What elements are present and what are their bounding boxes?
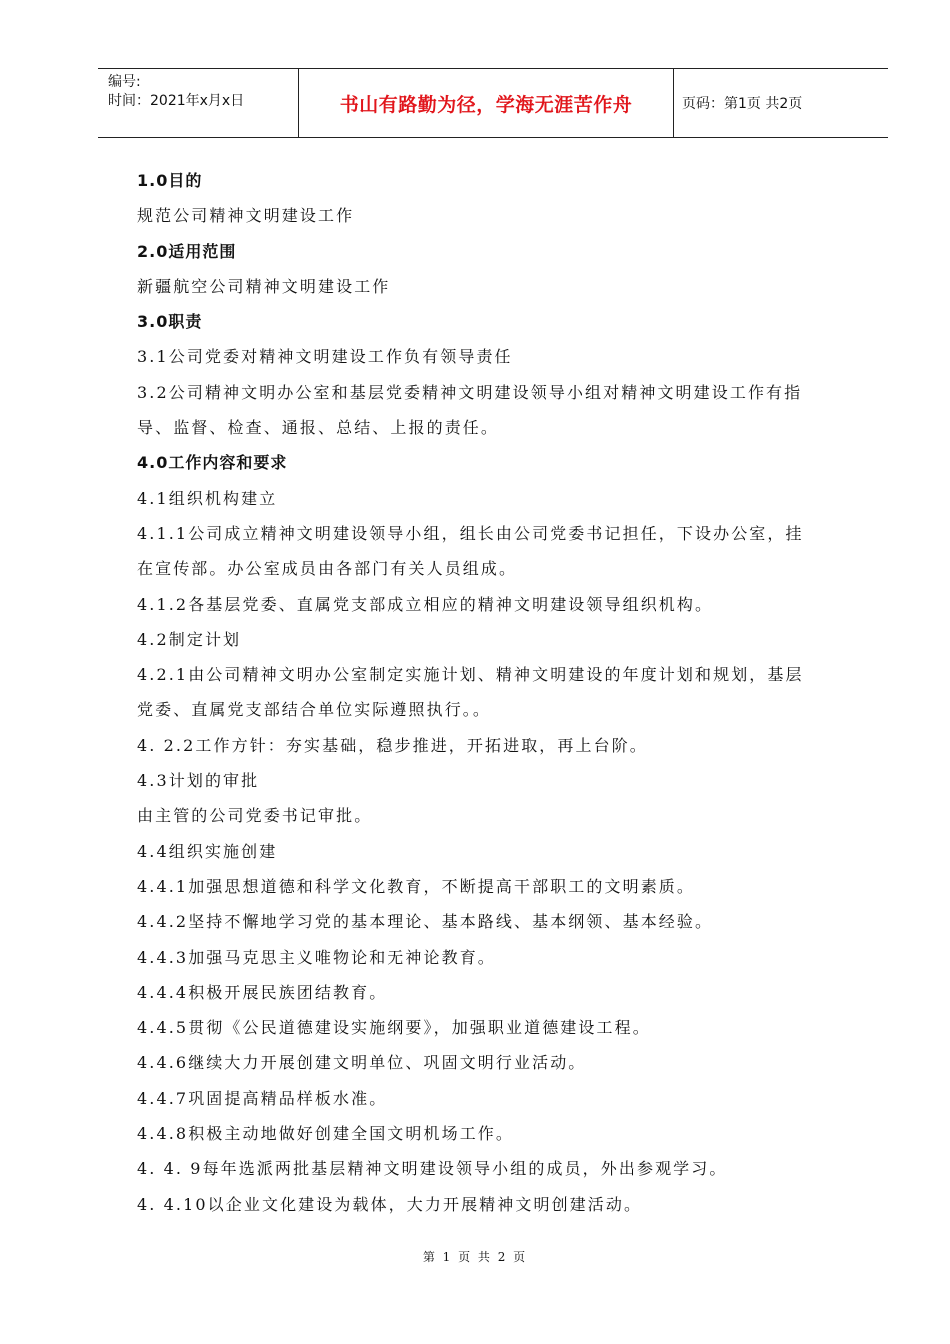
body-line: 由主管的公司党委书记审批。	[137, 806, 373, 826]
body-line: 导、监督、检查、通报、总结、上报的责任。	[137, 418, 500, 438]
header-motto: 书山有路勤为径，学海无涯苦作舟	[339, 93, 633, 116]
page-header	[98, 68, 888, 138]
page-footer	[0, 1248, 950, 1265]
body-line: 4.4.6继续大力开展创建文明单位、巩固文明行业活动。	[137, 1053, 587, 1073]
section-heading-scope: 2.0适用范围	[137, 241, 237, 261]
section-heading-requirements: 4.0工作内容和要求	[137, 453, 288, 473]
document-body	[137, 163, 857, 1222]
body-line: 3.2公司精神文明办公室和基层党委精神文明建设领导小组对精神文明建设工作有指	[137, 382, 803, 402]
body-line: 4.4.2坚持不懈地学习党的基本理论、基本路线、基本纲领、基本经验。	[137, 912, 714, 932]
header-page-label: 页码：第1页 共2页	[682, 96, 803, 112]
body-line: 4.4.4积极开展民族团结教育。	[137, 982, 388, 1002]
document-number-label: 编号:	[108, 74, 141, 90]
body-line: 4. 4. 9每年选派两批基层精神文明建设领导小组的成员，外出参观学习。	[137, 1159, 728, 1179]
header-meta	[98, 69, 298, 137]
body-line: 规范公司精神文明建设工作	[137, 206, 355, 226]
section-heading-duties: 3.0职责	[137, 312, 203, 332]
document-time-label: 时间：2021年x月x日	[108, 93, 245, 109]
body-line: 4.4.8积极主动地做好创建全国文明机场工作。	[137, 1124, 515, 1144]
body-line: 4.4组织实施创建	[137, 841, 278, 861]
body-line: 4.2制定计划	[137, 629, 242, 649]
body-line: 4.4.1加强思想道德和科学文化教育，不断提高干部职工的文明素质。	[137, 876, 696, 896]
body-line: 新疆航空公司精神文明建设工作	[137, 276, 391, 296]
body-line: 在宣传部。办公室成员由各部门有关人员组成。	[137, 559, 518, 579]
body-line: 3.1公司党委对精神文明建设工作负有领导责任	[137, 347, 513, 367]
body-line: 4.3计划的审批	[137, 771, 260, 791]
body-line: 4. 4.10以企业文化建设为载体，大力开展精神文明创建活动。	[137, 1194, 643, 1214]
header-page-cell	[672, 69, 888, 137]
body-line: 4.1.1公司成立精神文明建设领导小组，组长由公司党委书记担任，下设办公室，挂	[137, 523, 804, 543]
footer-page-number: 第 1 页 共 2 页	[422, 1250, 528, 1264]
section-heading-purpose: 1.0目的	[137, 171, 203, 190]
body-line: 4.4.5贯彻《公民道德建设实施纲要》，加强职业道德建设工程。	[137, 1018, 651, 1038]
body-line: 4.2.1由公司精神文明办公室制定实施计划、精神文明建设的年度计划和规划，基层	[137, 665, 804, 685]
body-line: 4.4.7巩固提高精品样板水准。	[137, 1088, 388, 1108]
body-line: 4. 2.2工作方针：夯实基础，稳步推进，开拓进取，再上台阶。	[137, 735, 648, 755]
body-line: 党委、直属党支部结合单位实际遵照执行。。	[137, 700, 492, 720]
body-line: 4.4.3加强马克思主义唯物论和无神论教育。	[137, 947, 496, 967]
body-line: 4.1组织机构建立	[137, 488, 278, 508]
body-line: 4.1.2各基层党委、直属党支部成立相应的精神文明建设领导组织机构。	[137, 594, 714, 614]
header-motto-cell	[298, 69, 674, 137]
